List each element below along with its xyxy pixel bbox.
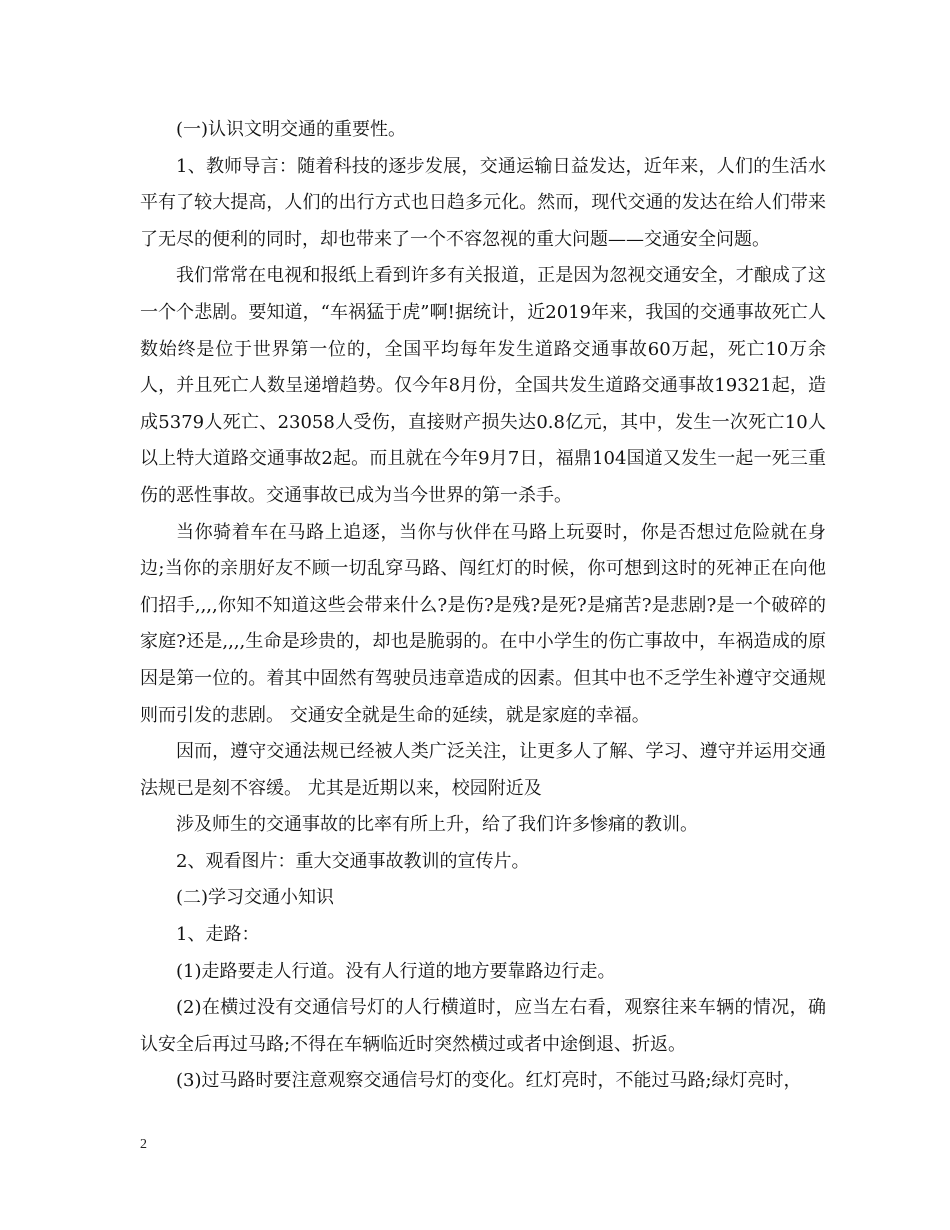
paragraph-teacher-intro: 1、教师导言：随着科技的逐步发展，交通运输日益发达，近年来，人们的生活水平有了较大提高，人们的出行方式也日趋多元化。然而，现代交通的发达在给人们带来了无尽的便利的同时，却也带来了一个不容忽视的重大问题——交通安全问题。 xyxy=(140,155,826,250)
rule-item-3: (3)过马路时要注意观察交通信号灯的变化。红灯亮时，不能过马路;绿灯亮时， xyxy=(176,1070,802,1092)
paragraph-campus-accidents: 涉及师生的交通事故的比率有所上升，给了我们许多惨痛的教训。 xyxy=(176,814,698,836)
document-body xyxy=(140,112,826,1100)
section-heading-2: (二)学习交通小知识 xyxy=(176,887,335,909)
subheading-walking: 1、走路： xyxy=(176,924,260,946)
rule-item-1: (1)走路要走人行道。没有人行道的地方要靠路边行走。 xyxy=(176,960,616,982)
paragraph-dangers: 当你骑着车在马路上追逐，当你与伙伴在马路上玩耍时，你是否想过危险就在身边;当你的亲朋好友不顾一切乱穿马路、闯红灯的时候，你可想到这时的死神正在向他们招手,,,,你知不知道这些会带来什么?是伤?是残?是死?是痛苦?是悲剧?是一个破碎的家庭?还是,,,,生命是珍贵的，却也是脆弱的。在中小学生的伤亡事故中，车祸造成的原因是第一位的。着其中固然有驾驶员违章造成的因素。但其中也不乏学生补遵守交通规则而引发的悲剧。 交通安全就是生命的延续，就是家庭的幸福。 xyxy=(140,521,826,726)
paragraph-statistics: 我们常常在电视和报纸上看到许多有关报道，正是因为忽视交通安全，才酿成了这一个个悲剧。要知道，“车祸猛于虎”啊!据统计，近2019年来，我国的交通事故死亡人数始终是位于世界第一位的，全国平均每年发生道路交通事故60万起，死亡10万余人，并且死亡人数呈递增趋势。仅今年8月份，全国共发生道路交通事故19321起，造成5379人死亡、23058人受伤，直接财产损失达0.8亿元，其中，发生一次死亡10人以上特大道路交通事故2起。而且就在今年9月7日，福鼎104国道又发生一起一死三重伤的恶性事故。交通事故已成为当今世界的第一杀手。 xyxy=(140,265,826,506)
rule-item-2: (2)在横过没有交通信号灯的人行横道时，应当左右看，观察往来车辆的情况，确认安全后再过马路;不得在车辆临近时突然横过或者中途倒退、折返。 xyxy=(140,997,826,1055)
paragraph-obey-laws: 因而，遵守交通法规已经被人类广泛关注，让更多人了解、学习、遵守并运用交通法规已是刻不容缓。 尤其是近期以来，校园附近及 xyxy=(140,741,826,799)
page-number: 2 xyxy=(140,1137,147,1152)
section-heading-1: (一)认识文明交通的重要性。 xyxy=(176,119,407,140)
paragraph-watch-pictures: 2、观看图片：重大交通事故教训的宣传片。 xyxy=(176,850,530,872)
